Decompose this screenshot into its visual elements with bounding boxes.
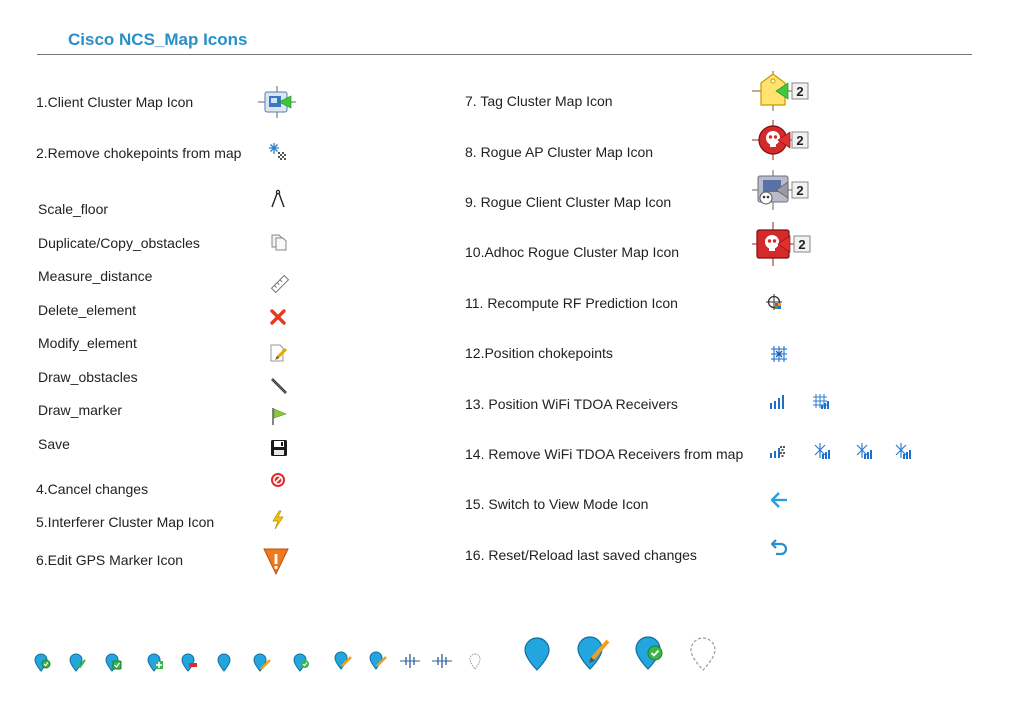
client-cluster-icon[interactable]	[258, 86, 296, 118]
marker-add-icon[interactable]	[146, 652, 166, 672]
label-edit-gps-marker: 6.Edit GPS Marker Icon	[36, 552, 184, 568]
label-position-chokepoints: 12.Position chokepoints	[465, 345, 613, 361]
label-rogue-client-cluster: 9. Rogue Client Cluster Map Icon	[465, 194, 672, 210]
marker-edit-icon[interactable]	[368, 650, 388, 670]
marker-edit-icon[interactable]	[252, 652, 272, 672]
marker-remove-icon[interactable]	[180, 652, 200, 672]
position-chokepoints-icon[interactable]	[769, 344, 789, 364]
marker-check-icon[interactable]	[68, 652, 88, 672]
recompute-rf-icon[interactable]	[766, 294, 784, 312]
antenna-icon[interactable]	[400, 652, 420, 670]
marker-large-edit-icon[interactable]	[576, 633, 612, 671]
adhoc-rogue-cluster-icon[interactable]	[752, 222, 814, 266]
copy-icon[interactable]	[269, 233, 289, 251]
marker-outline-icon[interactable]	[467, 652, 483, 670]
antenna-icon[interactable]	[432, 652, 452, 670]
gps-marker-warning-icon[interactable]	[262, 546, 290, 576]
remove-chokepoints-icon[interactable]	[268, 142, 288, 162]
label-reset-reload: 16. Reset/Reload last saved changes	[465, 547, 697, 563]
label-draw-obstacles: Draw_obstacles	[38, 369, 138, 385]
marker-large-check-icon[interactable]	[634, 633, 670, 671]
label-scale-floor: Scale_floor	[38, 201, 109, 217]
label-switch-view-mode: 15. Switch to View Mode Icon	[465, 496, 649, 512]
label-save: Save	[38, 436, 70, 452]
rogue-ap-badge: 2	[796, 133, 804, 148]
reload-icon[interactable]	[769, 538, 789, 558]
marker-check-icon[interactable]	[104, 652, 124, 672]
rogue-ap-cluster-icon[interactable]	[752, 120, 812, 160]
label-adhoc-rogue-cluster: 10.Adhoc Rogue Cluster Map Icon	[465, 244, 680, 260]
label-recompute-rf: 11. Recompute RF Prediction Icon	[465, 295, 678, 311]
label-remove-chokepoints: 2.Remove chokepoints from map	[36, 145, 242, 161]
rogue-client-cluster-icon[interactable]	[752, 170, 812, 210]
adhoc-rogue-badge: 2	[798, 237, 806, 252]
label-client-cluster: 1.Client Cluster Map Icon	[36, 94, 194, 110]
label-duplicate-copy: Duplicate/Copy_obstacles	[38, 235, 200, 251]
tdoa-receiver-icon[interactable]	[769, 393, 839, 411]
label-tag-cluster: 7. Tag Cluster Map Icon	[465, 93, 613, 109]
delete-x-icon[interactable]	[268, 307, 288, 327]
marker-check-icon[interactable]	[33, 652, 53, 672]
label-remove-tdoa: 14. Remove WiFi TDOA Receivers from map	[465, 446, 744, 462]
cancel-icon[interactable]	[270, 472, 286, 488]
marker-check-icon[interactable]	[292, 652, 312, 672]
remove-tdoa-icon[interactable]	[769, 442, 914, 462]
label-draw-marker: Draw_marker	[38, 402, 123, 418]
label-cancel-changes: 4.Cancel changes	[36, 481, 149, 497]
tag-cluster-badge: 2	[796, 84, 804, 99]
page-title: Cisco NCS_Map Icons	[68, 30, 248, 49]
marker-icon[interactable]	[216, 652, 236, 672]
edit-pencil-icon[interactable]	[269, 343, 289, 363]
label-position-tdoa: 13. Position WiFi TDOA Receivers	[465, 396, 678, 412]
title-divider	[37, 54, 972, 55]
marker-large-outline-icon[interactable]	[688, 636, 718, 672]
flag-icon[interactable]	[269, 406, 289, 426]
floppy-disk-icon[interactable]	[269, 438, 289, 458]
lightning-icon[interactable]	[270, 510, 286, 530]
label-measure-distance: Measure_distance	[38, 268, 153, 284]
marker-large-icon[interactable]	[522, 636, 552, 672]
label-rogue-ap-cluster: 8. Rogue AP Cluster Map Icon	[465, 144, 654, 160]
rogue-client-badge: 2	[796, 183, 804, 198]
arrow-left-icon[interactable]	[769, 490, 789, 510]
label-interferer-cluster: 5.Interferer Cluster Map Icon	[36, 514, 215, 530]
tag-cluster-icon[interactable]	[752, 71, 812, 111]
label-delete-element: Delete_element	[38, 302, 137, 318]
label-modify-element: Modify_element	[38, 335, 137, 351]
marker-edit-icon[interactable]	[333, 650, 353, 670]
compass-icon[interactable]	[269, 189, 287, 209]
line-icon[interactable]	[269, 376, 289, 396]
ruler-icon[interactable]	[270, 274, 290, 294]
